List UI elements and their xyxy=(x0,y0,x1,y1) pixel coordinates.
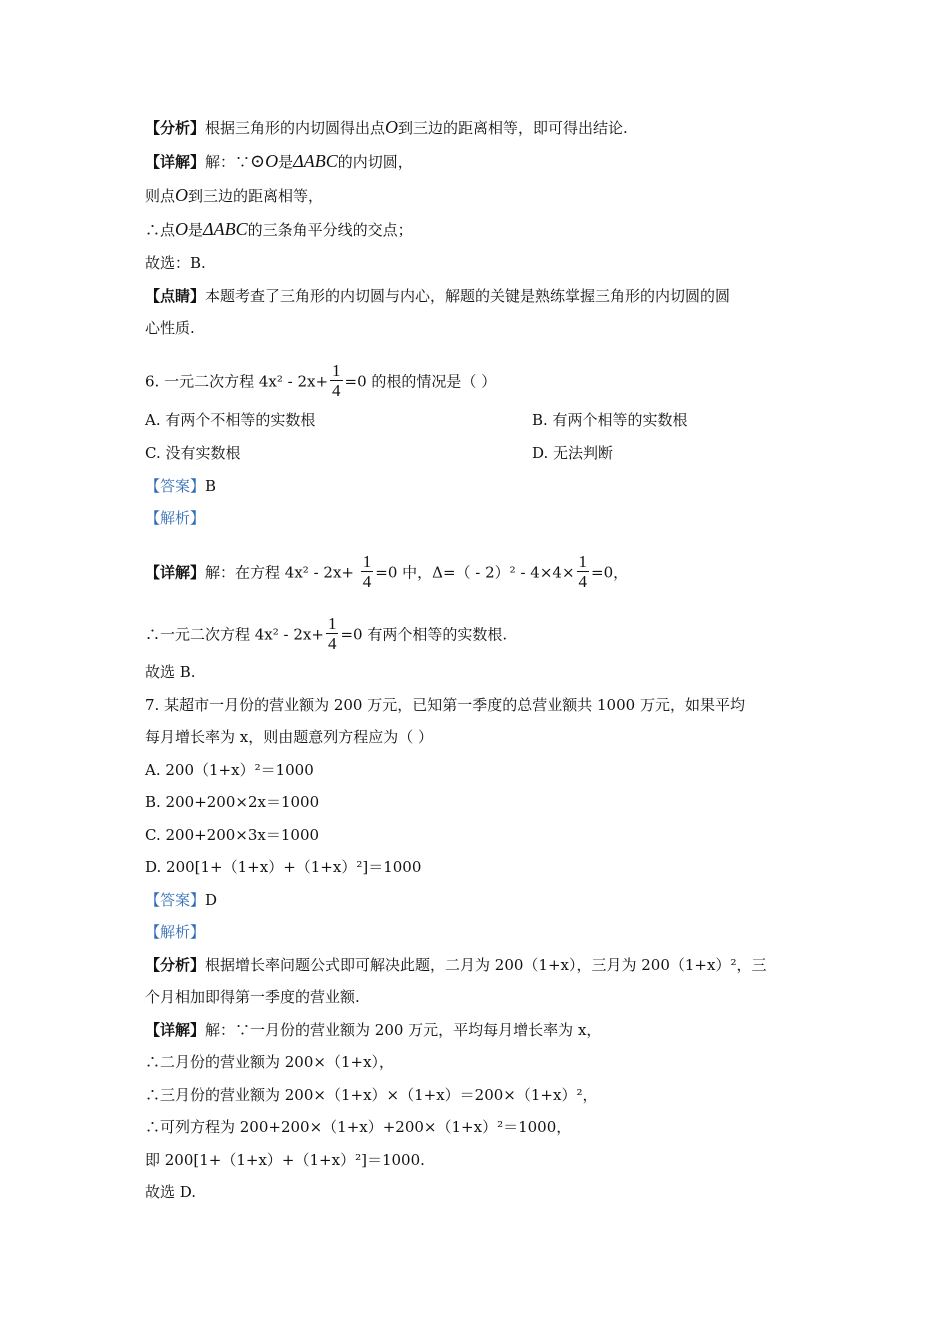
q7-detail-2: ∴二月份的营业额为 200×（1+x）， xyxy=(145,1053,395,1071)
q5-comment-2: 心性质. xyxy=(145,319,195,337)
q6-option-c: C. 没有实数根 xyxy=(145,444,241,462)
detail-tag: 【详解】 xyxy=(145,153,206,171)
analysis-tag: 【分析】 xyxy=(145,119,206,137)
comment-tag: 【点睛】 xyxy=(145,287,206,305)
q7-detail-4: ∴可列方程为 200+200×（1+x）+200×（1+x）²＝1000， xyxy=(145,1118,572,1136)
q5-detail-1: 【详解】解：∵⊙O是ΔABC的内切圆， xyxy=(145,151,413,171)
answer-tag: 【答案】 xyxy=(145,891,206,909)
analysis-tag: 【分析】 xyxy=(145,956,206,974)
q6-answer: 【答案】B xyxy=(145,477,217,495)
q5-choose: 故选：B. xyxy=(145,254,206,272)
answer-tag: 【答案】 xyxy=(145,477,206,495)
fraction: $\frac{1}{4}$ xyxy=(578,552,588,591)
q7-stem-2: 每月增长率为 x，则由题意列方程应为（ ） xyxy=(145,728,433,746)
detail-tag: 【详解】 xyxy=(145,1021,206,1039)
q7-detail-3: ∴三月份的营业额为 200×（1+x）×（1+x）＝200×（1+x）²， xyxy=(145,1086,598,1104)
q7-option-c: C. 200+200×3x＝1000 xyxy=(145,826,320,844)
q6-option-d: D. 无法判断 xyxy=(532,444,614,462)
q5-detail-2: 则点O到三边的距离相等， xyxy=(145,185,324,205)
q7-option-b: B. 200+200×2x＝1000 xyxy=(145,793,320,811)
q6-option-b: B. 有两个相等的实数根 xyxy=(532,411,688,429)
q7-fenxi-1: 【分析】根据增长率问题公式即可解决此题，二月为 200（1+x），三月为 200（1+x）²，三 xyxy=(145,956,767,974)
q6-stem: 6. 一元二次方程 4x² - 2x+ $\frac{1}{4}$ =0 的根的情况是（ ） xyxy=(145,361,497,400)
q6-option-a: A. 有两个不相等的实数根 xyxy=(145,411,316,429)
q5-detail-3: ∴点O是ΔABC的三条角平分线的交点； xyxy=(145,219,413,239)
q7-option-a: A. 200（1+x）²＝1000 xyxy=(145,761,314,779)
q7-detail-5: 即 200[1+（1+x）+（1+x）²]＝1000. xyxy=(145,1151,425,1169)
fraction: $\frac{1}{4}$ xyxy=(332,361,341,400)
q7-detail-1: 【详解】解：∵一月份的营业额为 200 万元，平均每月增长率为 x， xyxy=(145,1021,602,1039)
q7-stem-1: 7. 某超市一月份的营业额为 200 万元，已知第一季度的总营业额共 1000 万元，如果平均 xyxy=(145,696,745,714)
q7-choose: 故选 D. xyxy=(145,1183,197,1201)
fraction: $\frac{1}{4}$ xyxy=(362,552,372,591)
q7-answer: 【答案】D xyxy=(145,891,218,909)
q6-conclusion: ∴一元二次方程 4x² - 2x+ $\frac{1}{4}$ =0 有两个相等的实数根. xyxy=(145,614,508,653)
detail-tag: 【详解】 xyxy=(145,563,206,582)
fraction: $\frac{1}{4}$ xyxy=(327,614,337,653)
q5-analysis: 【分析】根据三角形的内切圆得出点O到三边的距离相等，即可得出结论. xyxy=(145,117,628,137)
q7-analysis-tag: 【解析】 xyxy=(145,923,206,941)
q6-detail: 【详解】解：在方程 4x² - 2x+ $\frac{1}{4}$ =0 中，Δ=（ - 2）² - 4×4× $\frac{1}{4}$ =0， xyxy=(145,552,629,591)
q5-comment-1: 【点睛】本题考查了三角形的内切圆与内心，解题的关键是熟练掌握三角形的内切圆的圆 xyxy=(145,287,731,305)
q6-analysis-tag: 【解析】 xyxy=(145,509,206,527)
q6-choose: 故选 B. xyxy=(145,663,196,681)
q7-fenxi-2: 个月相加即得第一季度的营业额. xyxy=(145,988,360,1006)
q7-option-d: D. 200[1+（1+x）+（1+x）²]＝1000 xyxy=(145,858,422,876)
